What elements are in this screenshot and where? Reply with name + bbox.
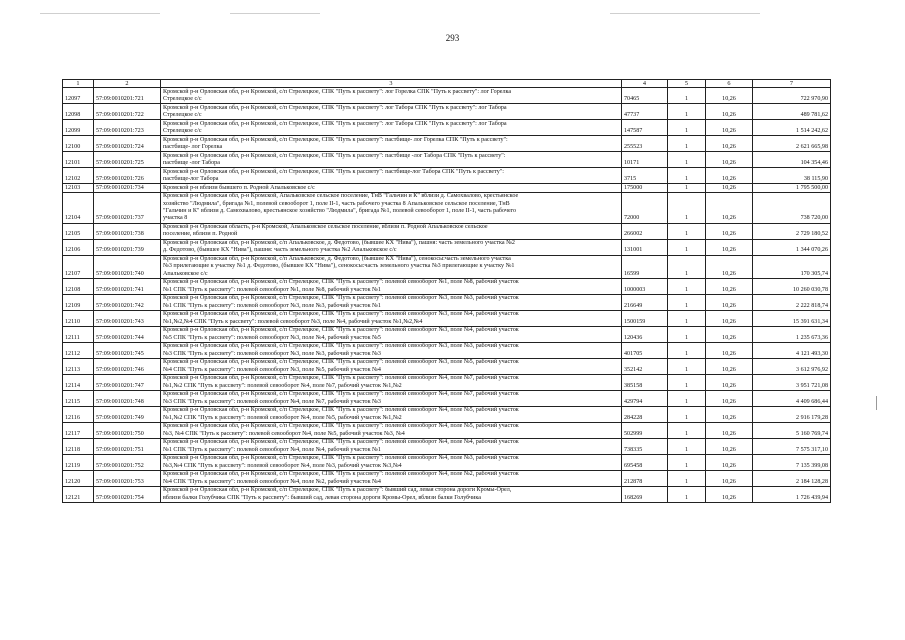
scan-artifact [610,13,760,14]
count-cell: 1 [668,439,706,455]
description-cell: Кромской р-н Орловская область, р-н Кромской, Апальковское сельское поселение, вблизи п. Родной Апальковское сельское поселение, вблизи п. Родной [161,223,622,239]
count-cell: 1 [668,327,706,343]
table-row [63,104,831,120]
area-cell: 352142 [622,359,668,375]
count-cell: 1 [668,391,706,407]
area-cell: 1000003 [622,279,668,295]
count-cell: 1 [668,104,706,120]
value-cell: 104 354,46 [753,152,831,168]
table-row [63,193,831,224]
cadastral-number-cell: 57:09:0010201:722 [94,104,161,120]
description-cell: Кромской р-н Орловская обл, р-н Кромской, с/п Стрелецкое, СПК "Путь к рассвету": полевой севооборот №4, поле №5, рабочий участок №1,№2 СПК "Путь к рассвету": полевой севооборот №4, поле №5, рабочий участок №1,№2 [161,407,622,423]
description-cell: Кромской р-н Орловская обл, р-н Кромской, с/п Стрелецкое, СПК "Путь к рассвету": пастбище -лог Табора СПК "Путь к рассвету": пастбище -лог Табора [161,152,622,168]
cadastral-number-cell: 57:09:0010201:740 [94,255,161,278]
value-cell: 1 344 070,26 [753,239,831,255]
count-cell: 1 [668,455,706,471]
rate-cell: 10,26 [706,391,753,407]
rate-cell: 10,26 [706,239,753,255]
area-cell: 72000 [622,193,668,224]
cadastral-number-cell: 57:09:0010201:726 [94,168,161,184]
area-cell: 266002 [622,223,668,239]
description-cell: Кромской р-н Орловская обл, р-н Кромской, с/п Стрелецкое, СПК "Путь к рассвету": бывший сад, левая сторона дороги Кромы-Орел, вблизи балки Голубчика СПК "Путь к рассвету": бывший сад, левая сторона дороги Кромы-Орел, вблизи балки Голубчика [161,487,622,503]
row-number-cell: 12107 [63,255,94,278]
value-cell: 1 514 242,62 [753,120,831,136]
cadastral-number-cell: 57:09:0010201:725 [94,152,161,168]
count-cell: 1 [668,88,706,104]
row-number-cell: 12106 [63,239,94,255]
rate-cell: 10,26 [706,343,753,359]
area-cell: 738335 [622,439,668,455]
area-cell: 16599 [622,255,668,278]
rate-cell: 10,26 [706,359,753,375]
count-cell: 1 [668,359,706,375]
rate-cell: 10,26 [706,487,753,503]
description-cell: Кромской р-н Орловская обл, р-н Кромской, с/п Стрелецкое, СПК "Путь к рассвету": полевой севооборот №3, поле №5, рабочий участок №4 СПК "Путь к рассвету": полевой севооборот №3, поле №5, рабочий участок №4 [161,359,622,375]
table-row [63,88,831,104]
scan-artifact [230,13,320,14]
count-cell: 1 [668,255,706,278]
row-number-cell: 12104 [63,193,94,224]
rate-cell: 10,26 [706,193,753,224]
cadastral-number-cell: 57:09:0010201:746 [94,359,161,375]
table-row [63,487,831,503]
row-number-cell: 12113 [63,359,94,375]
column-header: 5 [668,80,706,88]
row-number-cell: 12099 [63,120,94,136]
value-cell: 4 409 686,44 [753,391,831,407]
table-row [63,343,831,359]
table-row [63,423,831,439]
count-cell: 1 [668,136,706,152]
column-header: 6 [706,80,753,88]
cadastral-number-cell: 57:09:0010201:743 [94,311,161,327]
rate-cell: 10,26 [706,471,753,487]
area-cell: 1500159 [622,311,668,327]
count-cell: 1 [668,120,706,136]
rate-cell: 10,26 [706,88,753,104]
cadastral-number-cell: 57:09:0010201:750 [94,423,161,439]
table-row [63,279,831,295]
description-cell: Кромской р-н Орловская обл, р-н Кромской, с/п Стрелецкое, СПК "Путь к рассвету": полевой севооборот №4, поле №5, рабочий участок №3, №4 СПК "Путь к рассвету": полевой севооборот №4, поле №5, рабочий участок №3, №4 [161,423,622,439]
column-header: 4 [622,80,668,88]
table-row [63,439,831,455]
row-number-cell: 12110 [63,311,94,327]
area-cell: 216649 [622,295,668,311]
cadastral-number-cell: 57:09:0010201:737 [94,193,161,224]
description-cell: Кромской р-н Орловская обл, р-н Кромской, с/п Стрелецкое, СПК "Путь к рассвету": полевой севооборот №1, поле №8, рабочий участок №1 СПК "Путь к рассвету": полевой севооборот №1, поле №8, рабочий участок №1 [161,279,622,295]
rate-cell: 10,26 [706,279,753,295]
value-cell: 738 720,00 [753,193,831,224]
value-cell: 2 184 128,28 [753,471,831,487]
table-row [63,311,831,327]
row-number-cell: 12121 [63,487,94,503]
row-number-cell: 12101 [63,152,94,168]
table-row [63,359,831,375]
rate-cell: 10,26 [706,104,753,120]
row-number-cell: 12109 [63,295,94,311]
row-number-cell: 12118 [63,439,94,455]
row-number-cell: 12105 [63,223,94,239]
table-row [63,152,831,168]
rate-cell: 10,26 [706,311,753,327]
row-number-cell: 12108 [63,279,94,295]
rate-cell: 10,26 [706,423,753,439]
area-cell: 429794 [622,391,668,407]
table-row [63,407,831,423]
rate-cell: 10,26 [706,455,753,471]
count-cell: 1 [668,193,706,224]
count-cell: 1 [668,407,706,423]
description-cell: Кромской р-н Орловская обл, р-н Кромской, с/п Стрелецкое, СПК "Путь к рассвету": полевой севооборот №3, поле №4, рабочий участок №5 СПК "Путь к рассвету": полевой севооборот №3, поле №4, рабочий участок №5 [161,327,622,343]
count-cell: 1 [668,423,706,439]
description-cell: Кромской р-н Орловская обл, р-н Кромской, с/п Стрелецкое, СПК "Путь к рассвету": пастбище- лог Горелка СПК "Путь к рассвету": пастбище- лог Горелка [161,136,622,152]
column-header: 2 [94,80,161,88]
cadastral-number-cell: 57:09:0010201:749 [94,407,161,423]
area-cell: 695458 [622,455,668,471]
value-cell: 3 951 721,08 [753,375,831,391]
cadastral-number-cell: 57:09:0010201:723 [94,120,161,136]
column-header: 3 [161,80,622,88]
description-cell: Кромской р-н Орловская обл, р-н Кромской, с/п Апальковское, д. Федотово, (бывшее КХ "Нива"), пашня: часть земельного участка №2 д. Федотово, (бывшее КХ "Нива"), пашня: часть земельного участка №2 Апальковское с/с [161,239,622,255]
cadastral-number-cell: 57:09:0010201:741 [94,279,161,295]
area-cell: 401705 [622,343,668,359]
area-cell: 10171 [622,152,668,168]
row-number-cell: 12102 [63,168,94,184]
rate-cell: 10,26 [706,375,753,391]
rate-cell: 10,26 [706,152,753,168]
table-row [63,391,831,407]
area-cell: 168269 [622,487,668,503]
table-row [63,375,831,391]
count-cell: 1 [668,471,706,487]
rate-cell: 10,26 [706,136,753,152]
area-cell: 502999 [622,423,668,439]
description-cell: Кромской р-н Орловская обл, р-н Кромской, с/п Стрелецкое, СПК "Путь к рассвету": полевой севооборот №3, поле №3, рабочий участок №3 СПК "Путь к рассвету": полевой севооборот №3, поле №3, рабочий участок №3 [161,343,622,359]
row-number-cell: 12103 [63,184,94,193]
row-number-cell: 12112 [63,343,94,359]
rate-cell: 10,26 [706,168,753,184]
rate-cell: 10,26 [706,407,753,423]
count-cell: 1 [668,311,706,327]
column-header: 1 [63,80,94,88]
table-row [63,295,831,311]
description-cell: Кромской р-н Орловская обл, р-н Кромской, Апальковское сельское поселение, ТнВ "Гальчин и К" вблизи д. Самохвалово, крестьянское хозяйство "Людмила", бригада №1, полевой севооборот 1, поле II-1, часть рабочего участка 8 Апальковское сельское поселение, ТнВ "Гальчин и К" вблизи д. Самохвалово, крестьянское хозяйство "Людмила", бригада №1, полевой севооборот 1, поле II-1, часть рабочего участка 8 [161,193,622,224]
row-number-cell: 12114 [63,375,94,391]
cadastral-number-cell: 57:09:0010201:742 [94,295,161,311]
row-number-cell: 12116 [63,407,94,423]
area-cell: 212878 [622,471,668,487]
area-cell: 70465 [622,88,668,104]
cadastral-number-cell: 57:09:0010201:748 [94,391,161,407]
rate-cell: 10,26 [706,255,753,278]
area-cell: 284228 [622,407,668,423]
table-row [63,239,831,255]
description-cell: Кромской р-н Орловская обл, р-н Кромской, с/п Стрелецкое, СПК "Путь к рассвету": полевой севооборот №4, поле №7, рабочий участок №1,№2 СПК "Путь к рассвету": полевой севооборот №4, поле №7, рабочий участок №1,№2 [161,375,622,391]
count-cell: 1 [668,184,706,193]
value-cell: 10 260 030,78 [753,279,831,295]
description-cell: Кромской р-н Орловская обл, р-н Кромской, с/п Стрелецкое, СПК "Путь к рассвету": полевой севооборот №4, поле №4, рабочий участок №1 СПК "Путь к рассвету": полевой севооборот №4, поле №4, рабочий участок №1 [161,439,622,455]
cadastral-number-cell: 57:09:0010201:752 [94,455,161,471]
count-cell: 1 [668,375,706,391]
cadastral-number-cell: 57:09:0010201:754 [94,487,161,503]
rate-cell: 10,26 [706,223,753,239]
area-cell: 131001 [622,239,668,255]
row-number-cell: 12119 [63,455,94,471]
cadastral-number-cell: 57:09:0010201:751 [94,439,161,455]
table-row [63,168,831,184]
table-row [63,136,831,152]
rate-cell: 10,26 [706,184,753,193]
cadastral-number-cell: 57:09:0010201:734 [94,184,161,193]
value-cell: 1 235 673,36 [753,327,831,343]
cadastral-number-cell: 57:09:0010201:738 [94,223,161,239]
value-cell: 1 726 439,94 [753,487,831,503]
table-row [63,471,831,487]
cadastral-number-cell: 57:09:0010201:739 [94,239,161,255]
row-number-cell: 12120 [63,471,94,487]
value-cell: 722 970,90 [753,88,831,104]
column-header: 7 [753,80,831,88]
rate-cell: 10,26 [706,295,753,311]
count-cell: 1 [668,239,706,255]
area-cell: 175000 [622,184,668,193]
area-cell: 385158 [622,375,668,391]
count-cell: 1 [668,343,706,359]
area-cell: 3715 [622,168,668,184]
value-cell: 7 575 317,10 [753,439,831,455]
description-cell: Кромской р-н Орловская обл, р-н Кромской, с/п Стрелецкое, СПК "Путь к рассвету": лог Горелка СПК "Путь к рассвету": лог Горелка Стрелецкое с/с [161,88,622,104]
value-cell: 3 612 976,92 [753,359,831,375]
description-cell: Кромской р-н Орловская обл, р-н Кромской, с/п Стрелецкое, СПК "Путь к рассвету": полевой севооборот №3, поле №3, рабочий участок №1 СПК "Путь к рассвету": полевой севооборот №3, поле №3, рабочий участок №1 [161,295,622,311]
row-number-cell: 12100 [63,136,94,152]
table-row [63,120,831,136]
area-cell: 120436 [622,327,668,343]
description-cell: Кромской р-н Орловская обл, р-н Кромской, с/п Стрелецкое, СПК "Путь к рассвету": полевой севооборот №4, поле №2, рабочий участок №4 СПК "Путь к рассвету": полевой севооборот №4, поле №2, рабочий участок №4 [161,471,622,487]
rate-cell: 10,26 [706,439,753,455]
header-row [63,80,831,88]
cadastral-number-cell: 57:09:0010201:747 [94,375,161,391]
description-cell: Кромской р-н вблизи бывшего п. Родной Апальковское с/с [161,184,622,193]
value-cell: 5 160 769,74 [753,423,831,439]
area-cell: 255523 [622,136,668,152]
value-cell: 170 305,74 [753,255,831,278]
table-row [63,184,831,193]
table-row [63,223,831,239]
cadastral-number-cell: 57:09:0010201:753 [94,471,161,487]
value-cell: 7 135 399,08 [753,455,831,471]
value-cell: 2 621 665,98 [753,136,831,152]
table-row [63,327,831,343]
count-cell: 1 [668,168,706,184]
description-cell: Кромской р-н Орловская обл, р-н Кромской, с/п Стрелецкое, СПК "Путь к рассвету": лог Табора СПК "Путь к рассвету": лог Табора Стрелецкое с/с [161,120,622,136]
area-cell: 147587 [622,120,668,136]
count-cell: 1 [668,279,706,295]
description-cell: Кромской р-н Орловская обл, р-н Кромской, с/п Стрелецкое, СПК "Путь к рассвету": полевой севооборот №3, поле №4, рабочий участок №1,№2,№4 СПК "Путь к рассвету": полевой севооборот №3, поле №4, рабочий участок №1,№2,№4 [161,311,622,327]
cadastral-number-cell: 57:09:0010201:744 [94,327,161,343]
rate-cell: 10,26 [706,327,753,343]
value-cell: 38 115,90 [753,168,831,184]
scan-artifact [876,396,877,410]
value-cell: 4 121 493,30 [753,343,831,359]
row-number-cell: 12098 [63,104,94,120]
page-number: 293 [445,33,460,43]
row-number-cell: 12097 [63,88,94,104]
cadastral-number-cell: 57:09:0010201:745 [94,343,161,359]
value-cell: 1 795 500,00 [753,184,831,193]
row-number-cell: 12111 [63,327,94,343]
count-cell: 1 [668,487,706,503]
description-cell: Кромской р-н Орловская обл, р-н Кромской, с/п Апальковское, д. Федотово, (бывшее КХ "Нива"), сенокосы:часть земельного участка №3 прилегающие к участку №1 д. Федотово, (бывшее КХ "Нива"), сенокосы:часть земельного участка №3 прилегающие к участку №1 Апальковское с/с [161,255,622,278]
table-row [63,255,831,278]
value-cell: 2 729 180,52 [753,223,831,239]
description-cell: Кромской р-н Орловская обл, р-н Кромской, с/п Стрелецкое, СПК "Путь к рассвету": лог Табора СПК "Путь к рассвету": лог Табора Стрелецкое с/с [161,104,622,120]
value-cell: 15 391 631,34 [753,311,831,327]
scan-artifact [40,13,160,14]
area-cell: 47737 [622,104,668,120]
count-cell: 1 [668,295,706,311]
cadastral-number-cell: 57:09:0010201:724 [94,136,161,152]
description-cell: Кромской р-н Орловская обл, р-н Кромской, с/п Стрелецкое, СПК "Путь к рассвету": полевой севооборот №4, поле №3, рабочий участок №3,№4 СПК "Путь к рассвету": полевой севооборот №4, поле №3, рабочий участок №3,№4 [161,455,622,471]
description-cell: Кромской р-н Орловская обл, р-н Кромской, с/п Стрелецкое, СПК "Путь к рассвету": полевой севооборот №4, поле №7, рабочий участок №3 СПК "Путь к рассвету": полевой севооборот №4, поле №7, рабочий участок №3 [161,391,622,407]
value-cell: 489 781,62 [753,104,831,120]
count-cell: 1 [668,152,706,168]
row-number-cell: 12115 [63,391,94,407]
rate-cell: 10,26 [706,120,753,136]
value-cell: 2 222 818,74 [753,295,831,311]
register-table [62,79,831,503]
cadastral-number-cell: 57:09:0010201:721 [94,88,161,104]
table-row [63,455,831,471]
count-cell: 1 [668,223,706,239]
value-cell: 2 916 179,28 [753,407,831,423]
description-cell: Кромской р-н Орловская обл, р-н Кромской, с/п Стрелецкое, СПК "Путь к рассвету": пастбище-лог Табора СПК "Путь к рассвету": пастбище-лог Табора [161,168,622,184]
row-number-cell: 12117 [63,423,94,439]
